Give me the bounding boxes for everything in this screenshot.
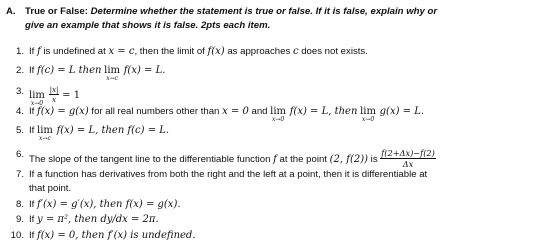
question-text [29,231,196,241]
question-number: 4. [15,106,24,117]
lim-subscript: x→0 [361,116,375,123]
question-text [29,150,436,169]
limit-operator [37,125,53,142]
lim-subscript: x→c [106,75,118,82]
math: f(x) = 0, then f′(x) is undefined. [37,230,196,241]
limit-operator [360,106,376,123]
question-text [29,85,81,108]
lim-label: lim [29,90,45,102]
text: is [368,154,381,166]
question-number: 6. [15,149,24,160]
math: f(x) = L, then f(c) = L. [56,125,170,136]
text: If [29,125,37,136]
math: f [37,46,41,57]
lim-subscript: x→c [39,135,51,142]
math: g(x) = L. [379,106,425,117]
text: If [29,199,37,210]
text: at the point [276,154,330,166]
question-number: 9. [15,214,24,225]
question-text [29,106,425,123]
question-text [29,215,159,225]
limit-operator [29,90,45,108]
limit-operator [270,106,287,123]
lim-label: lim [104,65,121,76]
question-text [29,47,368,57]
fraction-numerator: f(2+Δx)−f(2) [381,148,435,158]
question-number: 10. [10,230,24,241]
text: and [248,106,271,117]
text: as approaches [224,46,293,57]
text: If [29,65,37,76]
question-number: 8. [15,199,24,210]
math: f [273,154,277,166]
text: is undefined at [40,46,109,57]
text: If [29,214,37,225]
question-text: that point. [29,183,72,194]
text: , then the limit of [134,46,208,57]
math: x = c [108,46,135,57]
math: = 1 [62,90,81,102]
limit-operator [104,65,121,82]
question-number: 7. [15,169,24,180]
lim-subscript: x→0 [271,116,285,123]
question-text [29,125,170,142]
math: (2, f(2)) [329,154,369,166]
question-number: 5. [15,125,24,136]
fraction [49,86,60,103]
question-text [29,200,181,210]
lim-label: lim [360,106,376,117]
fraction-numerator: |x| [49,85,59,94]
math: c [292,46,299,57]
fraction-denominator: x [51,95,57,105]
instructions-text-1: Determine whether the statement is true or false. If it is false, explain why or [87,6,438,17]
text: If [29,230,37,241]
math: f(c) = L then [37,65,102,76]
math: f(x) [207,46,225,57]
fraction-denominator: Δx [402,159,414,170]
question-number: 1. [15,46,24,57]
math: f′(x) = g′(x), then f(x) = g(x). [37,199,181,210]
fraction [380,149,436,168]
math: f(x) = L. [123,65,166,76]
section-title: True or False: [25,6,88,17]
lim-label: lim [37,125,53,136]
instructions-line-1 [25,7,437,17]
math: f(x) = L, then [289,106,358,117]
question-number: 2. [15,65,24,76]
lim-label: lim [270,106,287,117]
text: The slope of the tangent line to the differentiable function [29,154,274,166]
question-text [29,65,166,82]
instructions-line-2: give an example that shows it is false. 2pts each item. [25,20,271,31]
text: If [29,46,37,57]
text: for all real numbers other than [88,106,223,117]
text: If [29,106,37,117]
question-number: 3. [15,86,24,97]
section-letter: A. [6,6,16,17]
math: y = π², then dy/dx = 2π. [37,214,159,225]
math: f(x) = g(x) [37,106,89,117]
lim-subscript: x→0 [30,100,44,108]
question-text: If a function has derivatives from both the right and the left at a point, then it is differentiable at [29,169,428,180]
text: does not exists. [298,46,368,57]
math: x = 0 [222,106,249,117]
